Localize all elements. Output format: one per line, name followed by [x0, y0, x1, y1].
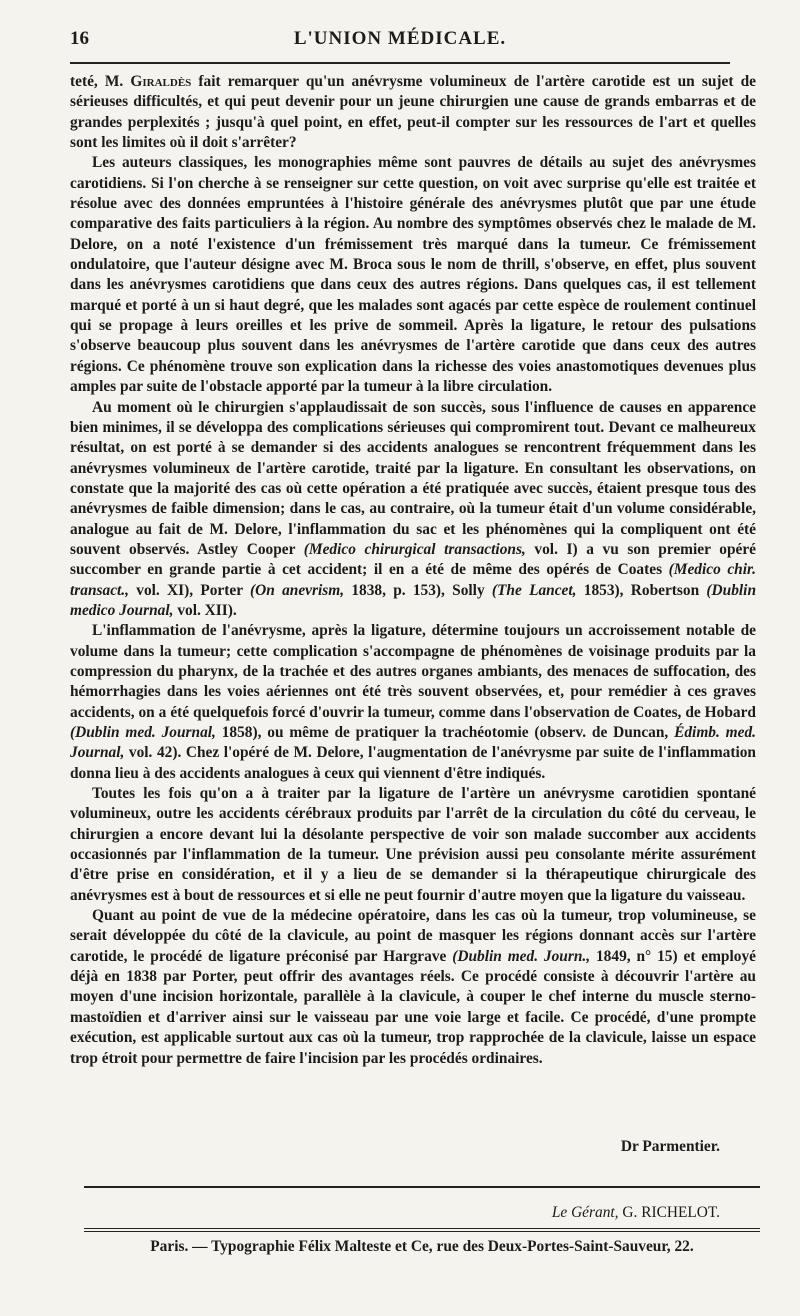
paragraph-1: teté, M. Giraldès fait remarquer qu'un anévrysme volumineux de l'artère carotide est un sujet de sérieuses difficultés, et qui peut devenir pour un jeune chirurgien une cause de grands embarras et de grandes perplexités ; jusqu'à quel point, en effet, peut-il compter sur les ressources de l'art et quelles sont les limites où il doit s'arrêter? — [70, 73, 756, 152]
paragraph-4: L'inflammation de l'anévrysme, après la ligature, détermine toujours un accroissement notable de volume dans la tumeur; cette complication s'accompagne de phénomènes de voisinage produits par la compression du pharynx, de la trachée et des autres organes ambiants, des menaces de suffocation, des hémorrhagies dans les voies aériennes ont été très souvent observées, et, pour remédier à ces graves accidents, on a été quelquefois forcé d'ouvrir la tumeur, comme dans l'observation de Coates, de Hobard (Dublin med. Journal, 1858), ou même de pratiquer la trachéotomie (observ. de Duncan, Édimb. med. Journal, vol. 42). Chez l'opéré de M. Delore, l'augmentation de l'anévrysme par suite de l'inflammation donna lieu à des accidents analogues à ceux qui viennent d'être indiqués. — [70, 622, 757, 782]
page-number: 16 — [70, 28, 89, 49]
signature-rule — [84, 1186, 760, 1188]
paragraph-2: Les auteurs classiques, les monographies même sont pauvres de détails au sujet des anévrysmes carotidiens. Si l'on cherche à se renseigner sur cette question, on voit avec surprise qu'elle est traitée et résolue avec des données empruntées à l'histoire générale des anévrysmes plutôt que par une étude comparative des faits particuliers à la région. Au nombre des symptômes observés chez le malade de M. Delore, on a noté l'existence d'un frémissement très marqué dans la tumeur. Ce frémissement ondulatoire, que l'auteur désigne avec M. Broca sous le nom de thrill, s'observe, en effet, plus souvent dans les anévrysmes carotidiens que dans ceux des autres régions. Dans quelques cas, il est tellement marqué et porté à un si haut degré, que les malades sont agacés par cette espèce de roulement continuel qui se propage à leurs oreilles et les prive de sommeil. Après la ligature, le retour des pulsations s'observe beaucoup plus souvent dans les anévrysmes de l'artère carotide que dans ceux des autres régions. Ce phénomène trouve son explication dans la richesse des voies anastomotiques devenues plus amples par suite de l'obstacle apporté par la tumeur à la libre circulation. — [70, 154, 756, 396]
paragraph-5: Toutes les fois qu'on a à traiter par la ligature de l'artère un anévrysme carotidien spontané volumineux, outre les accidents cérébraux produits par l'arrêt de la circulation du côté du cerveau, le chirurgien a encore devant lui la désolante perspective de voir son malade succomber aux accidents occasionnés par l'inflammation de la tumeur. Une prévision aussi peu consolante mérite assurément d'être prise en considération, et il y a lieu de se demander si la thérapeutique chirurgicale des anévrysmes est à bout de ressources et si elle ne peut fournir d'autre moyen que la ligature du vaisseau. — [70, 785, 756, 904]
imprint-rule — [84, 1228, 760, 1229]
running-title: L'UNION MÉDICALE. — [293, 28, 507, 49]
page-header — [70, 28, 730, 56]
printer-imprint: Paris. — Typographie Félix Malteste et Ce, rue des Deux-Portes-Saint-Sauveur, 22. — [150, 1238, 694, 1255]
author-signature: Dr Parmentier. — [620, 1138, 720, 1155]
gerant-label: Le Gérant, — [551, 1204, 619, 1221]
gerant-name: G. RICHELOT. — [622, 1204, 720, 1221]
paragraph-6: Quant au point de vue de la médecine opératoire, dans les cas où la tumeur, trop volumineuse, se serait développée du côté de la clavicule, au point de masquer les régions donnant accès sur l'artère carotide, le procédé de ligature préconisé par Hargrave (Dublin med. Journ., 1849, n° 15) et employé déjà en 1838 par Porter, peut offrir des avantages réels. Ce procédé consiste à découvrir l'artère au moyen d'une incision horizontale, parallèle à la clavicule, à couper le chef interne du muscle sterno-mastoïdien et d'arriver ainsi sur le vaisseau par une voie large et facile. Ce procédé, d'une prompte exécution, est applicable surtout aux cas où la tumeur, trop rapprochée de la clavicule, laisse un espace trop étroit pour permettre de faire l'incision par les procédés ordinaires. — [70, 907, 756, 1067]
article-body — [70, 72, 756, 1069]
imprint-rule-double — [84, 1231, 760, 1232]
paragraph-3: Au moment où le chirurgien s'applaudissait de son succès, sous l'influence de causes en apparence bien minimes, il se développa des complications sérieuses qui compromirent tout. Devant ce malheureux résultat, on est porté à se demander si des accidents analogues se rencontrent fréquemment dans les anévrysmes volumineux de l'artère carotide, traité par la ligature. En consultant les observations, on constate que la majorité des cas où cette opération a été pratiquée avec succès, étaient presque tous des anévrysmes de faible dimension; dans le cas, au contraire, où la tumeur était d'un volume considérable, analogue au fait de M. Delore, l'inflammation du sac et les phénomènes qui la compliquent ont été souvent observés. Astley Cooper (Medico chirurgical transactions, vol. I) a vu son premier opéré succomber en grande partie à cet accident; il en a été de même des opérés de Coates (Medico chir. transact., vol. XI), Porter (On anevrism, 1838, p. 153), Solly (The Lancet, 1853), Robertson (Dublin medico Journal, vol. XII). — [70, 398, 757, 619]
gerant-line — [552, 1204, 720, 1222]
header-rule — [70, 62, 730, 64]
